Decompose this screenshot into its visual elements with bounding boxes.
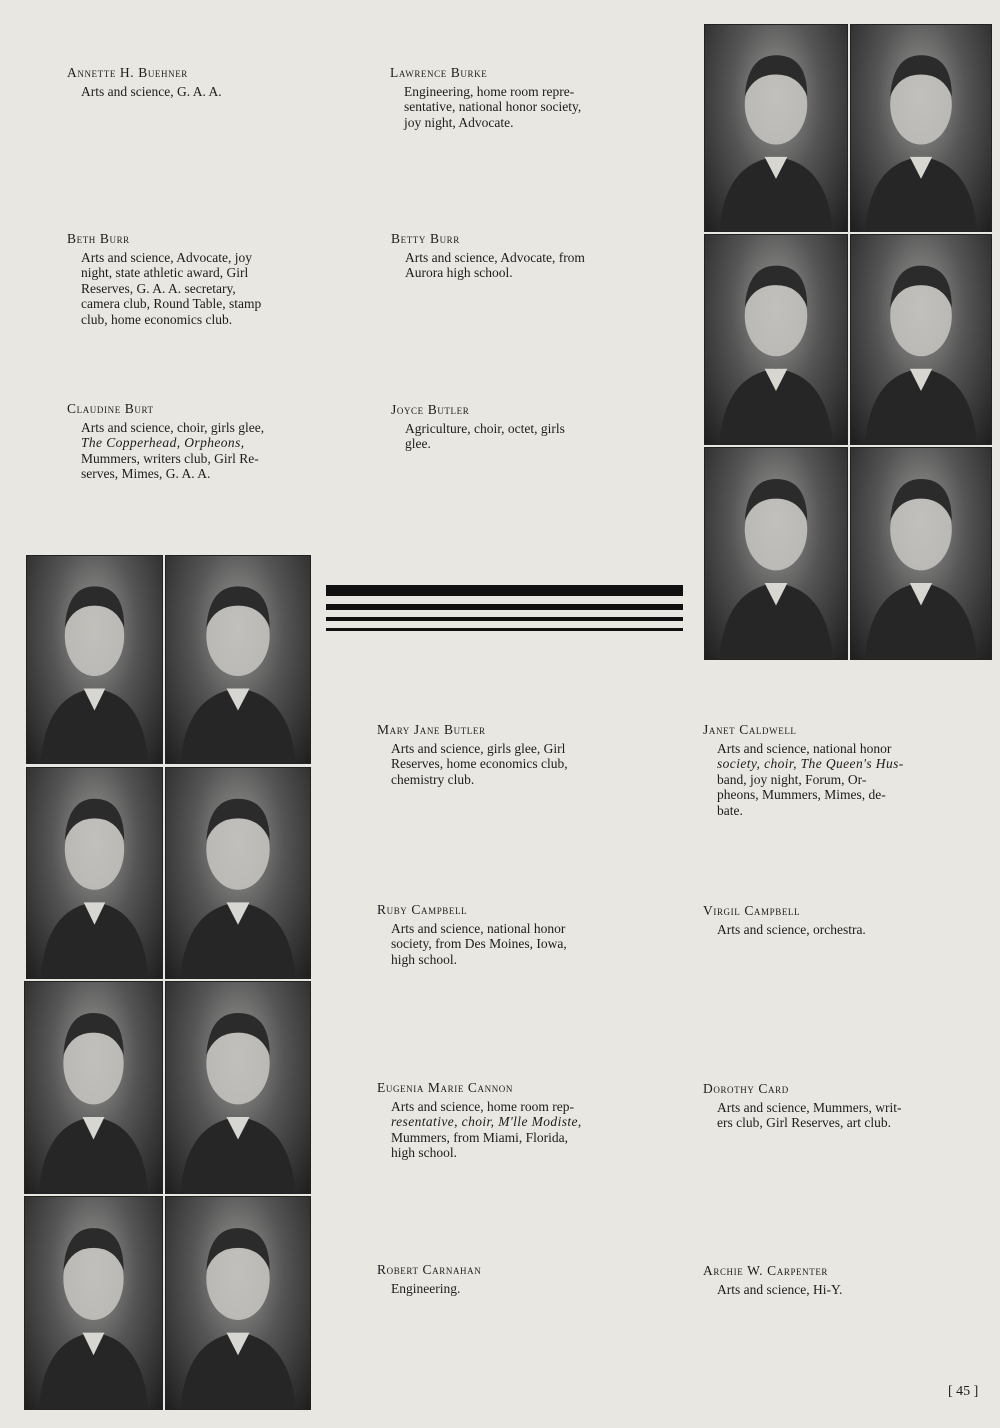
- portrait-silhouette: [166, 1197, 310, 1409]
- student-name: Claudine Burt: [67, 401, 154, 416]
- portrait-photo: [24, 1196, 163, 1410]
- student-name: Virgil Campbell: [703, 903, 801, 918]
- portrait-photo: [850, 234, 992, 445]
- portrait-photo: [26, 555, 163, 764]
- student-desc: Arts and science, national honor society, choir, The Queen's Hus- band, joy night, Forum, Or- pheons, Mummers, Mimes, de- bate.: [717, 740, 904, 818]
- portrait-silhouette: [25, 1197, 162, 1409]
- portrait-photo: [24, 981, 163, 1194]
- portrait-silhouette: [166, 982, 310, 1193]
- student-desc: Arts and science, G. A. A.: [81, 83, 222, 99]
- portrait-silhouette: [705, 235, 847, 444]
- entry-beth-burr: [67, 231, 313, 327]
- student-desc: Agriculture, choir, octet, girls glee.: [405, 420, 565, 451]
- portrait-silhouette: [705, 448, 847, 659]
- entry-eugenia-marie-cannon: [377, 1080, 623, 1161]
- portrait-silhouette: [851, 25, 991, 231]
- portrait-silhouette: [166, 768, 310, 978]
- student-desc: Arts and science, national honor society, from Des Moines, Iowa, high school.: [391, 920, 567, 967]
- portrait-photo: [704, 447, 848, 660]
- student-name: Janet Caldwell: [703, 722, 797, 737]
- portrait-silhouette: [851, 235, 991, 444]
- student-desc: Engineering.: [391, 1280, 461, 1296]
- student-desc: Arts and science, choir, girls glee, The Copperhead, Orpheons, Mummers, writers club, Girl Re- serves, Mimes, G. A. A.: [81, 419, 265, 481]
- entry-mary-jane-butler: [377, 722, 623, 787]
- student-name: Mary Jane Butler: [377, 722, 486, 737]
- student-name: Archie W. Carpenter: [703, 1263, 829, 1278]
- student-name: Eugenia Marie Cannon: [377, 1080, 513, 1095]
- decorative-rule: [326, 585, 683, 596]
- decorative-rule: [326, 617, 683, 621]
- student-desc: Engineering, home room repre- sentative, national honor society, joy night, Advocate.: [404, 83, 582, 130]
- entry-ruby-campbell: [377, 902, 623, 967]
- portrait-photo: [165, 981, 311, 1194]
- portrait-silhouette: [27, 556, 162, 763]
- entry-annette-buehner: [67, 65, 317, 99]
- student-desc: Arts and science, Hi-Y.: [717, 1281, 843, 1297]
- portrait-silhouette: [166, 556, 310, 763]
- student-name: Dorothy Card: [703, 1081, 789, 1096]
- entry-virgil-campbell: [703, 903, 946, 937]
- entry-claudine-burt: [67, 401, 313, 482]
- portrait-silhouette: [25, 982, 162, 1193]
- portrait-photo: [26, 767, 163, 979]
- portrait-photo: [850, 447, 992, 660]
- student-name: Joyce Butler: [391, 402, 470, 417]
- student-desc: Arts and science, Advocate, joy night, state athletic award, Girl Reserves, G. A. A. secretary, camera club, Round Table, stamp club, home economics club.: [81, 249, 262, 327]
- portrait-photo: [165, 1196, 311, 1410]
- entry-betty-burr: [391, 231, 638, 281]
- portrait-silhouette: [27, 768, 162, 978]
- portrait-silhouette: [851, 448, 991, 659]
- student-name: Ruby Campbell: [377, 902, 468, 917]
- entry-janet-caldwell: [703, 722, 946, 818]
- entry-joyce-butler: [391, 402, 638, 452]
- portrait-silhouette: [705, 25, 847, 231]
- student-name: Betty Burr: [391, 231, 460, 246]
- student-desc: Arts and science, orchestra.: [717, 921, 866, 937]
- portrait-photo: [704, 234, 848, 445]
- student-name: Annette H. Buehner: [67, 65, 188, 80]
- portrait-photo: [850, 24, 992, 232]
- portrait-photo: [704, 24, 848, 232]
- decorative-rule: [326, 604, 683, 610]
- student-desc: Arts and science, home room rep- resentative, choir, M'lle Modiste, Mummers, from Miami, Florida, high school.: [391, 1098, 582, 1160]
- student-name: Robert Carnahan: [377, 1262, 482, 1277]
- student-desc: Arts and science, girls glee, Girl Reserves, home economics club, chemistry club.: [391, 740, 568, 787]
- decorative-rule: [326, 628, 683, 631]
- student-desc: Arts and science, Mummers, writ- ers club, Girl Reserves, art club.: [717, 1099, 902, 1130]
- page-number: [ 45 ]: [948, 1384, 979, 1399]
- entry-archie-carpenter: [703, 1263, 946, 1297]
- entry-lawrence-burke: [390, 65, 638, 130]
- student-name: Beth Burr: [67, 231, 130, 246]
- student-desc: Arts and science, Advocate, from Aurora high school.: [405, 249, 585, 280]
- entry-robert-carnahan: [377, 1262, 623, 1296]
- portrait-photo: [165, 555, 311, 764]
- student-name: Lawrence Burke: [390, 65, 488, 80]
- entry-dorothy-card: [703, 1081, 946, 1131]
- portrait-photo: [165, 767, 311, 979]
